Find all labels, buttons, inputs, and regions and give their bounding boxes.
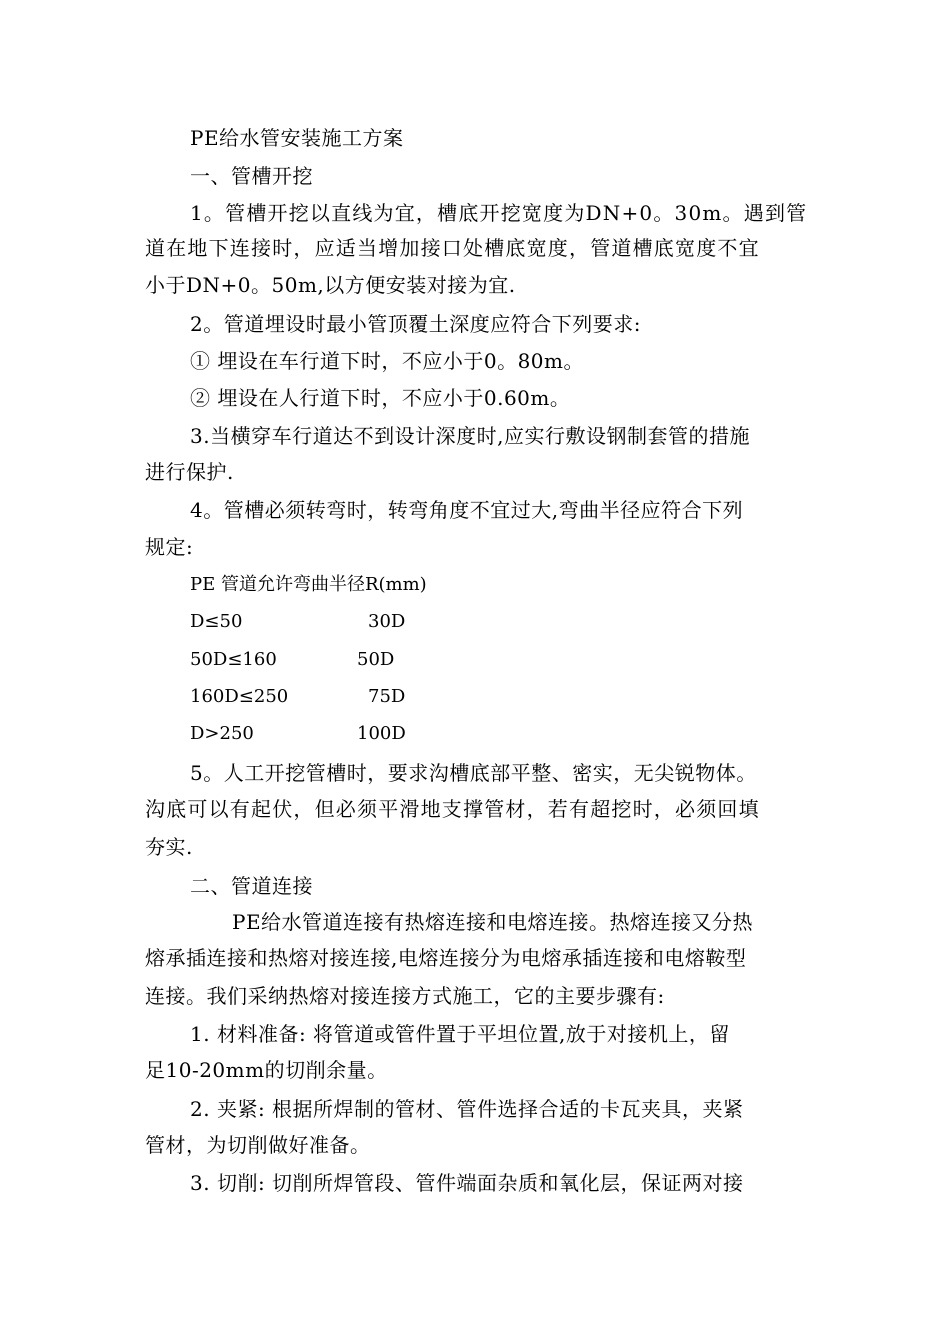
paragraph-5-line-2: 沟底可以有起伏，但必须平滑地支撑管材，若有超挖时，必须回填 [145, 797, 760, 821]
paragraph-4-line-2: 规定: [145, 535, 194, 559]
paragraph-5-line-3: 夯实. [145, 835, 193, 859]
step-1-line-2: 足10-20mm的切削余量。 [145, 1058, 388, 1082]
step-1-line-1: 1. 材料准备: 将管道或管件置于平坦位置,放于对接机上，留 [190, 1022, 730, 1046]
radius-table-row-3-diameter: 160D≤250 [190, 686, 289, 707]
paragraph-3-line-1: 3.当横穿车行道达不到设计深度时,应实行敷设钢制套管的措施 [190, 424, 750, 448]
paragraph-2-item-1: ① 埋设在车行道下时，不应小于0。80m。 [190, 349, 584, 373]
paragraph-6-line-1: PE给水管道连接有热熔连接和电熔连接。热熔连接又分热 [232, 910, 754, 934]
radius-table-row-2-diameter: 50D≤160 [190, 649, 277, 670]
paragraph-2-item-2: ② 埋设在人行道下时，不应小于0.60m。 [190, 386, 571, 410]
step-2-line-1: 2. 夹紧: 根据所焊制的管材、管件选择合适的卡瓦夹具，夹紧 [190, 1097, 744, 1121]
radius-table-row-2-radius: 50D [357, 649, 395, 670]
paragraph-1-line-1: 1。管槽开挖以直线为宜，槽底开挖宽度为DN+0。30m。遇到管 [190, 201, 808, 225]
radius-table-row-1-radius: 30D [368, 611, 406, 632]
paragraph-6-line-3: 连接。我们采纳热熔对接连接方式施工，它的主要步骤有: [145, 984, 665, 1008]
section-heading-2: 二、管道连接 [190, 874, 313, 898]
paragraph-3-line-2: 进行保护. [145, 460, 234, 484]
radius-table-row-1-diameter: D≤50 [190, 611, 243, 632]
paragraph-4-line-1: 4。管槽必须转弯时，转弯角度不宜过大,弯曲半径应符合下列 [190, 498, 744, 522]
paragraph-6-line-2: 熔承插连接和热熔对接连接,电熔连接分为电熔承插连接和电熔鞍型 [145, 946, 747, 970]
paragraph-1-line-3: 小于DN+0。50m,以方便安装对接为宜. [145, 273, 516, 297]
paragraph-1-line-2: 道在地下连接时，应适当增加接口处槽底宽度，管道槽底宽度不宜 [145, 236, 760, 260]
paragraph-2: 2。管道埋设时最小管顶覆土深度应符合下列要求: [190, 312, 641, 336]
section-heading-1: 一、管槽开挖 [190, 164, 313, 188]
document-title: PE给水管安装施工方案 [190, 126, 404, 150]
paragraph-5-line-1: 5。人工开挖管槽时，要求沟槽底部平整、密实，无尖锐物体。 [190, 761, 757, 785]
step-3-line-1: 3. 切削: 切削所焊管段、管件端面杂质和氧化层，保证两对接 [190, 1171, 744, 1195]
radius-table-row-4-diameter: D>250 [190, 723, 254, 744]
radius-table-row-3-radius: 75D [368, 686, 406, 707]
radius-table-header: PE 管道允许弯曲半径R(mm) [190, 574, 427, 595]
step-2-line-2: 管材，为切削做好准备。 [145, 1133, 371, 1157]
radius-table-row-4-radius: 100D [357, 723, 406, 744]
